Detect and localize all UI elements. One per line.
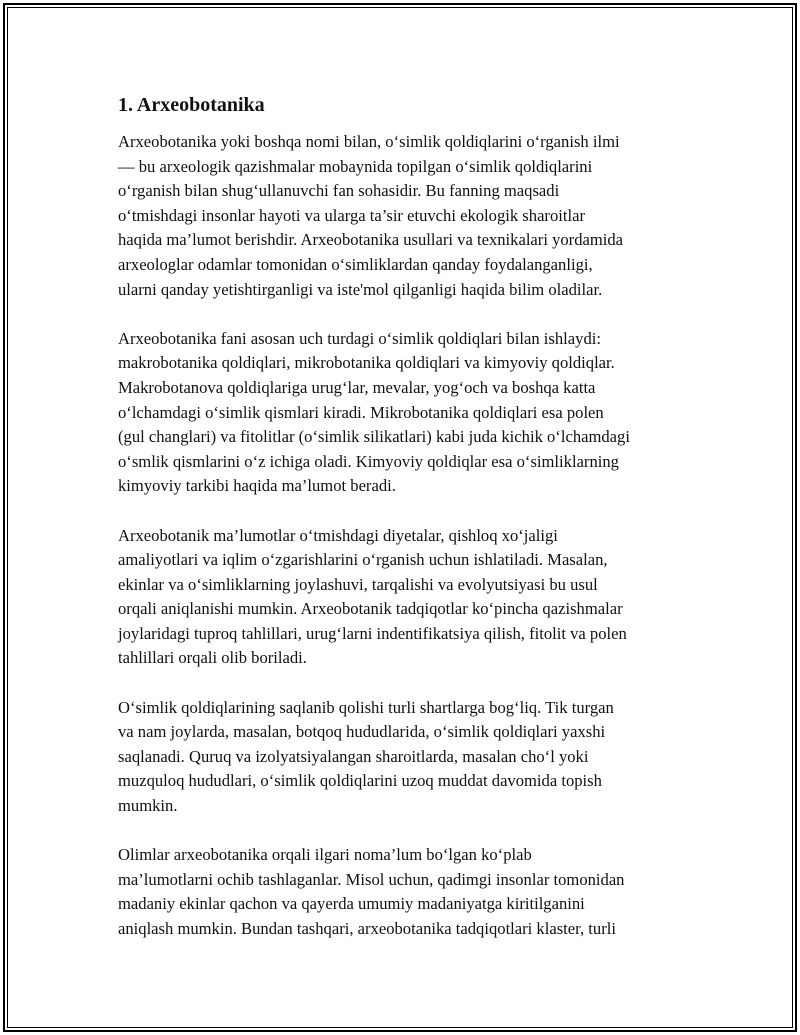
- text-line: muzquloq hududlari, o‘simlik qoldiqlarini uzoq muddat davomida topish: [118, 771, 602, 791]
- text-line: va nam joylarda, masalan, botqoq hududlarida, o‘simlik qoldiqlari yaxshi: [118, 722, 606, 742]
- text-line: o‘rganish bilan shug‘ullanuvchi fan sohasidir. Bu fanning maqsadi: [118, 181, 560, 201]
- text-line: arxeologlar odamlar tomonidan o‘simliklardan qanday foydalanganligi,: [118, 254, 593, 274]
- paragraph-5: [118, 843, 698, 941]
- text-line: joylaridagi tuproq tahlillari, urug‘larni indentifikatsiya qilish, fitolit va polen: [118, 623, 627, 643]
- text-line: saqlanadi. Quruq va izolyatsiyalangan sharoitlarda, masalan cho‘l yoki: [118, 746, 589, 766]
- document-body: [118, 92, 698, 966]
- text-line: O‘simlik qoldiqlarining saqlanib qolishi turli shartlarga bog‘liq. Tik turgan: [118, 697, 614, 717]
- paragraph-4: [118, 696, 698, 819]
- paragraph-2: [118, 327, 698, 499]
- text-line: Olimlar arxeobotanika orqali ilgari noma’lum bo‘lgan ko‘plab: [118, 845, 532, 865]
- text-line: tahlillari orqali olib boriladi.: [118, 648, 307, 668]
- text-line: Arxeobotanik ma’lumotlar o‘tmishdagi diyetalar, qishloq xo‘jaligi: [118, 525, 558, 545]
- text-line: Arxeobotanika yoki boshqa nomi bilan, o‘simlik qoldiqlarini o‘rganish ilmi: [118, 132, 620, 151]
- section-heading: 1. Arxeobotanika: [118, 94, 265, 116]
- text-line: — bu arxeologik qazishmalar mobaynida topilgan o‘simlik qoldiqlarini: [118, 156, 593, 176]
- text-line: ekinlar va o‘simliklarning joylashuvi, tarqalishi va evolyutsiyasi bu usul: [118, 574, 598, 594]
- text-line: o‘smlik qismlarini o‘z ichiga oladi. Kimyoviy qoldiqlar esa o‘simliklarning: [118, 451, 619, 471]
- paragraph-1: [118, 130, 698, 302]
- text-line: o‘tmishdagi insonlar hayoti va ularga ta’sir etuvchi ekologik sharoitlar: [118, 205, 585, 225]
- text-line: o‘lchamdagi o‘simlik qismlari kiradi. Mikrobotanika qoldiqlari esa polen: [118, 402, 604, 422]
- text-line: makrobotanika qoldiqlari, mikrobotanika qoldiqlari va kimyoviy qoldiqlar.: [118, 353, 615, 373]
- text-line: haqida ma’lumot berishdir. Arxeobotanika usullari va texnikalari yordamida: [118, 230, 624, 250]
- text-line: orqali aniqlanishi mumkin. Arxeobotanik tadqiqotlar ko‘pincha qazishmalar: [118, 599, 623, 619]
- text-line: kimyoviy tarkibi haqida ma’lumot beradi.: [118, 476, 396, 496]
- text-line: madaniy ekinlar qachon va qayerda umumiy madaniyatga kiritilganini: [118, 894, 585, 914]
- text-line: Arxeobotanika fani asosan uch turdagi o‘simlik qoldiqlari bilan ishlaydi:: [118, 328, 601, 348]
- paragraph-3: [118, 524, 698, 672]
- text-line: Makrobotanova qoldiqlariga urug‘lar, mevalar, yog‘och va boshqa katta: [118, 377, 596, 397]
- text-line: ma’lumotlarni ochib tashlaganlar. Misol uchun, qadimgi insonlar tomonidan: [118, 869, 625, 889]
- text-line: amaliyotlari va iqlim o‘zgarishlarini o‘rganish uchun ishlatiladi. Masalan,: [118, 550, 608, 570]
- text-line: aniqlash mumkin. Bundan tashqari, arxeobotanika tadqiqotlari klaster, turli: [118, 919, 616, 938]
- text-line: (gul changlari) va fitolitlar (o‘simlik silikatlari) kabi juda kichik o‘lchamdagi: [118, 427, 630, 447]
- text-line: mumkin.: [118, 796, 178, 816]
- text-line: ularni qanday yetishtirganligi va iste'mol qilganligi haqida bilim oladilar.: [118, 279, 603, 299]
